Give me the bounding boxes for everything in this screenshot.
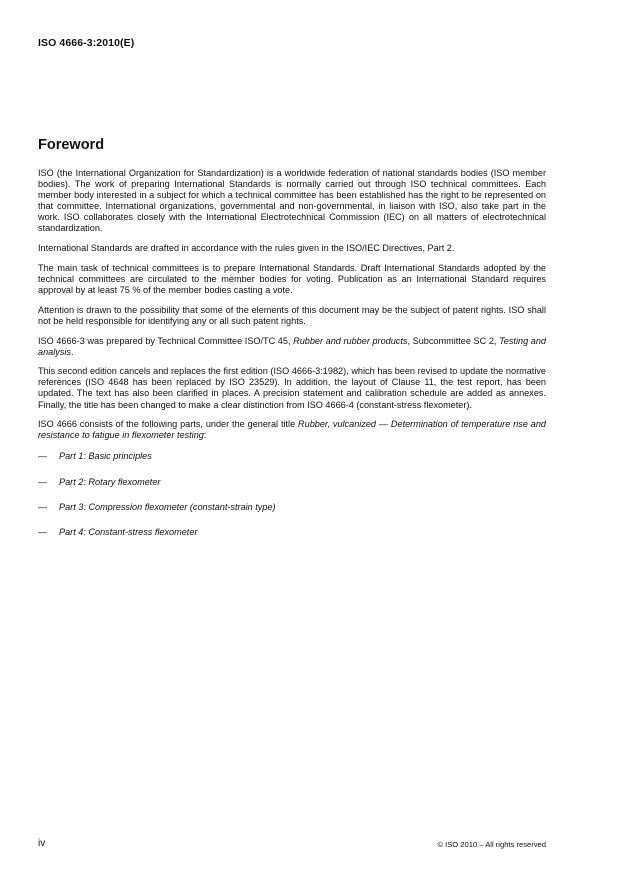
page-number: iv	[38, 838, 46, 849]
section-title: Foreword	[38, 137, 105, 153]
paragraph-iso-description: ISO (the International Organization for Standardization) is a worldwide federation of national standards bodies (ISO member bodies). The work of preparing International Standards is normally carried out through ISO technical committees. Each member body interested in a subject for which a technical committee has been established has the right to be represented on that committee. International organizations, governmental and non-governmental, in liaison with ISO, also take part in the work. ISO collaborates closely with the International Electrotechnical Commission (IEC) on all matters of electrotechnical standardization.	[38, 168, 546, 234]
general-title: Rubber, vulcanized — Determination of temperature rise and resistance to fatigue in flexometer testing	[38, 419, 547, 441]
part-title: Part 4: Constant-stress flexometer	[59, 527, 198, 538]
list-item	[38, 527, 546, 552]
dash-bullet: —	[38, 502, 48, 513]
dash-bullet: —	[38, 451, 48, 462]
document-id-header: ISO 4666-3:2010(E)	[38, 37, 135, 49]
list-item	[38, 477, 546, 502]
committee-title: Rubber and rubber products	[293, 335, 408, 346]
paragraph-directives: International Standards are drafted in accordance with the rules given in the ISO/IEC Directives, Part 2.	[38, 243, 455, 254]
parts-intro-colon: :	[203, 430, 207, 441]
parts-list	[38, 451, 546, 552]
paragraph-edition-history: This second edition cancels and replaces the first edition (ISO 4666-3:1982), which has been revised to update the normative references (ISO 4648 has been replaced by ISO 23529). In addition, the layout of Clause 11, the test report, has been updated. The text has also been clarified in places. A precision statement and calibration schedule are added as annexes. Finally, the title has been changed to make a clear distinction from ISO 4666-4 (constant-stress flexometer).	[38, 366, 546, 410]
paragraph-parts-intro	[38, 419, 546, 441]
prepared-by-text: ISO 4666-3 was prepared by Technical Committee ISO/TC 45,	[38, 335, 294, 346]
subcommittee-title: Testing and analysis	[38, 335, 546, 357]
foreword-body	[38, 168, 546, 553]
paragraph-committee-task: The main task of technical committees is to prepare International Standards. Draft International Standards adopted by the technical committees are circulated to the member bodies for voting. Publication as an International Standard requires approval by at least 75 % of the member bodies casting a vote.	[38, 262, 546, 296]
part-title: Part 1: Basic principles	[59, 451, 152, 462]
parts-intro-text: ISO 4666 consists of the following parts, under the general title	[38, 419, 299, 430]
prepared-by-end: .	[70, 346, 74, 357]
list-item	[38, 502, 546, 527]
paragraph-prepared-by	[38, 336, 546, 358]
dash-bullet: —	[38, 527, 48, 538]
part-title: Part 2: Rotary flexometer	[59, 476, 161, 487]
part-title: Part 3: Compression flexometer (constant-strain type)	[59, 502, 276, 513]
prepared-by-subcommittee: , Subcommittee SC 2,	[407, 335, 500, 346]
dash-bullet: —	[38, 476, 48, 487]
copyright-notice: © ISO 2010 – All rights reserved	[437, 840, 546, 849]
paragraph-patent-rights: Attention is drawn to the possibility that some of the elements of this document may be the subject of patent rights. ISO shall not be held responsible for identifying any or all such patent rights.	[38, 304, 546, 326]
list-item	[38, 451, 546, 476]
